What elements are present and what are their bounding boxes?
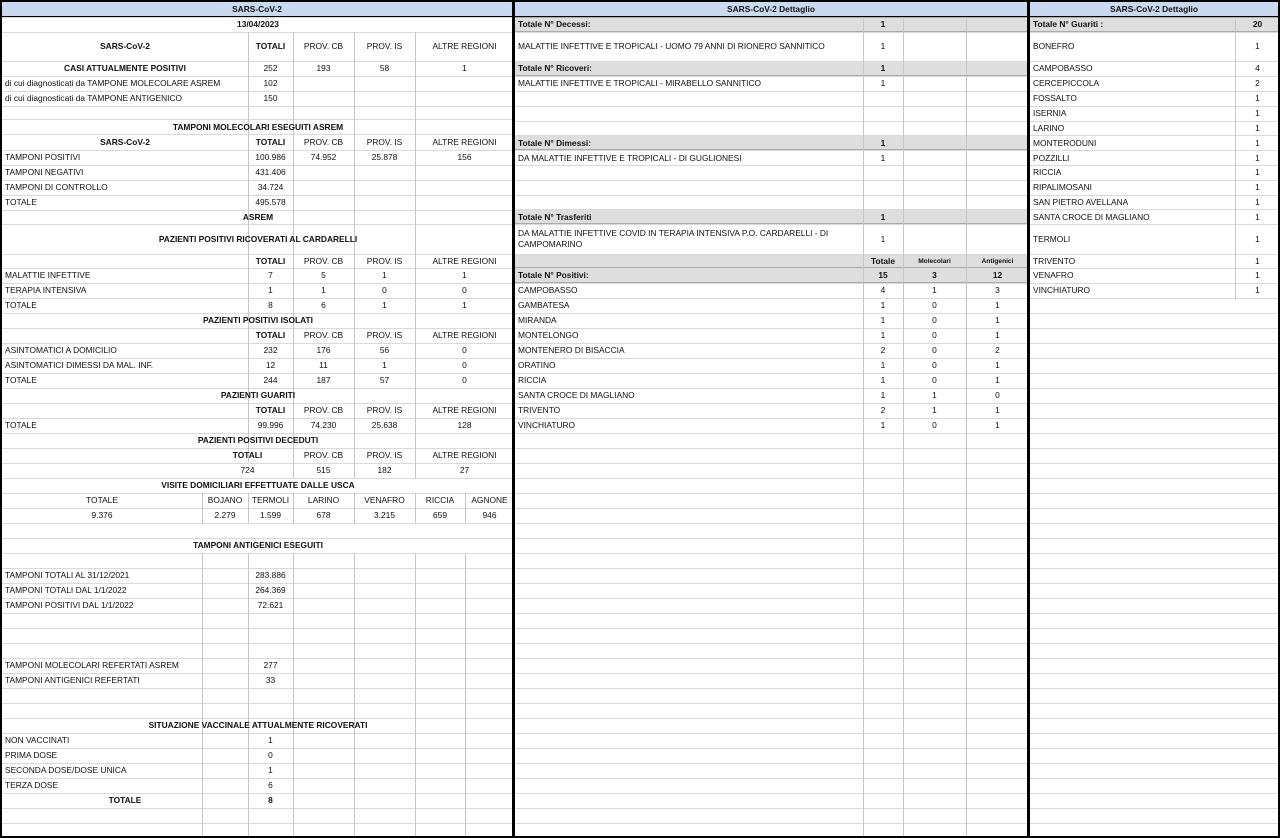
- positives-row-label: VINCHIATURO: [518, 420, 576, 430]
- recovered-col: PROV. IS: [366, 405, 403, 415]
- recovered-row-label: TERMOLI: [1033, 234, 1071, 244]
- hospitalized-row-label: MALATTIE INFETTIVE: [5, 270, 91, 280]
- positives-row-label: SANTA CROCE DI MAGLIANO: [518, 390, 635, 400]
- usca-value: 659: [433, 510, 447, 520]
- recovered-row-label: CAMPOBASSO: [1033, 63, 1093, 73]
- detail-panel: [513, 0, 1029, 838]
- discharged-row-value: 1: [880, 153, 886, 163]
- transferred-row-value: 1: [880, 234, 886, 244]
- positives-row-label: MONTELONGO: [518, 330, 579, 340]
- deaths-total-value: 1: [880, 19, 886, 29]
- positives-row-label: TRIVENTO: [518, 405, 561, 415]
- usca-col: TERMOLI: [251, 495, 290, 505]
- deaths-row-label: MALATTIE INFETTIVE E TROPICALI - UOMO 79 ANNI DI RIONERO SANNITICO: [518, 41, 825, 51]
- hospitalized-row-value: 1: [462, 300, 467, 310]
- positives-row-value: 1: [995, 315, 1000, 325]
- positivi-value: 1: [462, 63, 467, 73]
- asrem-label: ASREM: [242, 212, 274, 222]
- hospitalized-row-value: 1: [382, 300, 387, 310]
- positives-row-value: 1: [995, 420, 1000, 430]
- positives-row-value: 1: [995, 405, 1000, 415]
- vaccination-value: 1: [268, 735, 273, 745]
- positives-col: Totale: [870, 256, 896, 266]
- recovered-title: PAZIENTI GUARITI: [220, 390, 296, 400]
- recovered-row-value: 1: [1255, 197, 1260, 207]
- recovered-row-value: 1: [1255, 93, 1260, 103]
- isolated-row-value: 187: [316, 375, 331, 385]
- isolated-row-label: TOTALE: [5, 375, 37, 385]
- swabs-row-label: TAMPONI NEGATIVI: [5, 167, 84, 177]
- recovered-row-value: 1: [1255, 108, 1260, 118]
- antigen-swabs-value: 72.621: [257, 600, 284, 610]
- positivi-value: 58: [379, 63, 390, 73]
- recovered-row-value: 1: [1255, 41, 1260, 51]
- hospitalized-row-label: TOTALE: [5, 300, 37, 310]
- deaths-row-value: 1: [880, 41, 886, 51]
- positives-row-value: 2: [880, 345, 886, 355]
- discharged-total-label: Totale N° Dimessi:: [518, 138, 592, 148]
- summary-panel-header: SARS-CoV-2: [2, 2, 512, 17]
- recovered-row-label: BONEFRO: [1033, 41, 1075, 51]
- deceased-value: 182: [377, 465, 392, 475]
- recovered-row-value: 1: [1255, 167, 1260, 177]
- positives-row-value: 0: [932, 345, 937, 355]
- isolated-row-value: 244: [263, 375, 278, 385]
- positives-row-value: 0: [995, 390, 1000, 400]
- swabs-row-label: TOTALE: [5, 197, 37, 207]
- usca-value: 2.279: [214, 510, 236, 520]
- deceased-col: TOTALI: [232, 450, 263, 460]
- positives-row-value: 0: [932, 375, 937, 385]
- positives-row-value: 1: [880, 315, 886, 325]
- hospitalized-title: PAZIENTI POSITIVI RICOVERATI AL CARDARELLI: [158, 234, 358, 244]
- usca-col: LARINO: [307, 495, 340, 505]
- vaccination-total-value: 8: [268, 795, 273, 805]
- swabs-col: TOTALI: [255, 137, 286, 147]
- deceased-value: 27: [459, 465, 470, 475]
- molecular-value: 102: [263, 78, 278, 88]
- transferred-total-value: 1: [880, 212, 886, 222]
- swabs-row-value: 34.724: [257, 182, 284, 192]
- hospitalized-row-value: 6: [321, 300, 326, 310]
- positives-row-label: GAMBATESA: [518, 300, 570, 310]
- positives-total-label: Totale N° Positivi:: [518, 270, 589, 280]
- vaccination-value: 0: [268, 750, 273, 760]
- positives-row-value: 1: [995, 300, 1000, 310]
- hospitalized-row-value: 0: [382, 285, 387, 295]
- hospitalized-row-value: 1: [462, 270, 467, 280]
- usca-value: 1.599: [260, 510, 281, 520]
- positives-row-value: 1: [880, 390, 886, 400]
- deceased-value: 724: [240, 465, 255, 475]
- usca-title: VISITE DOMICILIARI EFFETTUATE DALLE USCA: [161, 480, 355, 490]
- antigen-swabs-label: TAMPONI TOTALI AL 31/12/2021: [5, 570, 130, 580]
- recovered-panel: [1028, 0, 1280, 838]
- swabs-row-value: 495.578: [255, 197, 286, 207]
- positives-row-value: 1: [880, 300, 886, 310]
- hospitalized-col: PROV. IS: [366, 256, 403, 266]
- recovered-row-label: SANTA CROCE DI MAGLIANO: [1033, 212, 1150, 222]
- vaccination-label: SECONDA DOSE/DOSE UNICA: [5, 765, 127, 775]
- recovered-row-label: MONTERODUNI: [1033, 138, 1097, 148]
- usca-col: VENAFRO: [364, 495, 405, 505]
- positives-row-label: MIRANDA: [518, 315, 557, 325]
- antigen-swabs-label: TAMPONI TOTALI DAL 1/1/2022: [5, 585, 127, 595]
- isolated-row-value: 0: [462, 345, 467, 355]
- positives-row-value: 4: [880, 285, 886, 295]
- isolated-row-label: ASINTOMATICI A DOMICILIO: [5, 345, 117, 355]
- vaccination-title: SITUAZIONE VACCINALE ATTUALMENTE RICOVERATI: [148, 720, 368, 730]
- hospitalized-row-value: 1: [382, 270, 387, 280]
- recovered-row-label: RICCIA: [1033, 167, 1062, 177]
- recovered-row-label: RIPALIMOSANI: [1033, 182, 1092, 192]
- recovered-row-label: FOSSALTO: [1033, 93, 1077, 103]
- hospitalized-row-label: TERAPIA INTENSIVA: [5, 285, 87, 295]
- swabs-row-value: 100.986: [255, 152, 286, 162]
- reported-swabs-label: TAMPONI MOLECOLARI REFERTATI ASREM: [5, 660, 179, 670]
- recovered-row-value: 1: [1255, 123, 1260, 133]
- admissions-row-value: 1: [880, 78, 886, 88]
- recovered-panel-header: SARS-CoV-2 Dettaglio: [1030, 2, 1278, 17]
- recovered-row-value: 99.996: [257, 420, 284, 430]
- positives-col: Molecolari: [918, 258, 951, 265]
- summary-panel: [0, 0, 514, 838]
- recovered-col: PROV. CB: [303, 405, 344, 415]
- positives-row-value: 0: [932, 360, 937, 370]
- discharged-row-label: DA MALATTIE INFETTIVE E TROPICALI - DI GUGLIONESI: [518, 153, 742, 163]
- recovered-row-label: VENAFRO: [1033, 270, 1074, 280]
- hospitalized-row-value: 8: [268, 300, 273, 310]
- antigen-swabs-title: TAMPONI ANTIGENICI ESEGUITI: [193, 540, 323, 550]
- isolated-row-label: ASINTOMATICI DIMESSI DA MAL. INF.: [5, 360, 154, 370]
- recovered-row-label: CERCEPICCOLA: [1033, 78, 1100, 88]
- positives-col: Antigenici: [981, 258, 1014, 265]
- positives-row-value: 0: [932, 330, 937, 340]
- swabs-col: PROV. CB: [303, 137, 344, 147]
- hospitalized-row-value: 1: [321, 285, 326, 295]
- deceased-value: 515: [316, 465, 331, 475]
- positives-row-label: MONTENERO DI BISACCIA: [518, 345, 625, 355]
- isolated-row-value: 0: [462, 375, 467, 385]
- recovered-row-value: 4: [1255, 63, 1260, 73]
- recovered-row-value: 1: [1255, 182, 1260, 192]
- reported-swabs-label: TAMPONI ANTIGENICI REFERTATI: [5, 675, 140, 685]
- deceased-col: PROV. CB: [303, 450, 344, 460]
- recovered-row-label: POZZILLI: [1033, 153, 1070, 163]
- deceased-col: PROV. IS: [366, 450, 403, 460]
- discharged-total-value: 1: [880, 138, 886, 148]
- positives-row-value: 1: [932, 405, 937, 415]
- positives-row-value: 1: [932, 390, 937, 400]
- recovered-col: TOTALI: [255, 405, 286, 415]
- reported-swabs-value: 277: [263, 660, 278, 670]
- positives-row-label: ORATINO: [518, 360, 556, 370]
- isolated-col: ALTRE REGIONI: [432, 330, 497, 340]
- recovered-row-value: 1: [1255, 138, 1260, 148]
- recovered-row-label: TRIVENTO: [1033, 256, 1076, 266]
- col-prov-cb: PROV. CB: [303, 41, 344, 51]
- recovered-row-label: SAN PIETRO AVELLANA: [1033, 197, 1129, 207]
- recovered-row-value: 1: [1255, 285, 1260, 295]
- admissions-total-value: 1: [880, 63, 886, 73]
- positives-row-label: RICCIA: [518, 375, 547, 385]
- usca-col: BOJANO: [207, 495, 243, 505]
- recovered-row-value: 128: [457, 420, 472, 430]
- col-altre-regioni: ALTRE REGIONI: [432, 41, 497, 51]
- swabs-row-value: 431.406: [255, 167, 286, 177]
- usca-value: 3.215: [374, 510, 395, 520]
- usca-col: AGNONE: [471, 495, 508, 505]
- admissions-row-label: MALATTIE INFETTIVE E TROPICALI - MIRABELLO SANNITICO: [518, 78, 762, 88]
- recovered-row-label: ISERNIA: [1033, 108, 1067, 118]
- antigen-swabs-label: TAMPONI POSITIVI DAL 1/1/2022: [5, 600, 134, 610]
- positives-row-label: CAMPOBASSO: [518, 285, 578, 295]
- recovered-total-label: Totale N° Guariti :: [1033, 19, 1104, 29]
- isolated-title: PAZIENTI POSITIVI ISOLATI: [203, 315, 313, 325]
- positives-row-value: 1: [995, 360, 1000, 370]
- admissions-total-label: Totale N° Ricoveri:: [518, 63, 592, 73]
- hospitalized-row-value: 0: [462, 285, 467, 295]
- hospitalized-row-value: 7: [268, 270, 273, 280]
- positives-total-value: 15: [878, 270, 888, 280]
- positives-row-value: 2: [995, 345, 1000, 355]
- isolated-row-value: 232: [263, 345, 278, 355]
- transferred-row-label: DA MALATTIE INFETTIVE COVID IN TERAPIA INTENSIVA P.O. CARDARELLI - DI CAMPOMARINO: [518, 228, 829, 249]
- positives-row-value: 0: [932, 300, 937, 310]
- usca-col: RICCIA: [425, 495, 455, 505]
- vaccination-label: NON VACCINATI: [5, 735, 70, 745]
- vaccination-label: TERZA DOSE: [5, 780, 59, 790]
- positivi-value: 193: [316, 63, 331, 73]
- isolated-col: PROV. CB: [303, 330, 344, 340]
- deceased-col: ALTRE REGIONI: [432, 450, 497, 460]
- recovered-row-label: TOTALE: [5, 420, 37, 430]
- positives-total-value: 3: [932, 270, 937, 280]
- hospitalized-row-value: 5: [321, 270, 326, 280]
- swabs-col: ALTRE REGIONI: [432, 137, 497, 147]
- positives-row-value: 1: [880, 330, 886, 340]
- isolated-row-value: 1: [382, 360, 387, 370]
- deaths-total-label: Totale N° Decessi:: [518, 19, 591, 29]
- positives-row-value: 0: [932, 315, 937, 325]
- positivi-label: CASI ATTUALMENTE POSITIVI: [64, 63, 186, 73]
- isolated-row-value: 56: [379, 345, 390, 355]
- positives-row-value: 0: [932, 420, 937, 430]
- positives-row-value: 1: [932, 285, 937, 295]
- antigen-value: 150: [263, 93, 278, 103]
- positives-row-value: 3: [995, 285, 1000, 295]
- positives-row-value: 1: [880, 420, 886, 430]
- deceased-title: PAZIENTI POSITIVI DECEDUTI: [197, 435, 319, 445]
- hospitalized-col: PROV. CB: [303, 256, 344, 266]
- hospitalized-row-value: 1: [268, 285, 273, 295]
- usca-value: 678: [316, 510, 331, 520]
- recovered-row-value: 1: [1255, 212, 1260, 222]
- usca-col: TOTALE: [86, 495, 118, 505]
- vaccination-total-label: TOTALE: [108, 795, 142, 805]
- recovered-total-value: 20: [1252, 19, 1263, 29]
- vaccination-value: 1: [268, 765, 273, 775]
- isolated-row-value: 57: [379, 375, 390, 385]
- swabs-row-value: 25.878: [371, 152, 398, 162]
- positives-row-value: 1: [880, 375, 886, 385]
- vaccination-value: 6: [268, 780, 273, 790]
- vaccination-label: PRIMA DOSE: [5, 750, 58, 760]
- antigen-swabs-value: 264.369: [255, 585, 286, 595]
- reported-swabs-value: 33: [265, 675, 276, 685]
- recovered-row-label: LARINO: [1033, 123, 1065, 133]
- isolated-row-value: 12: [265, 360, 276, 370]
- antigen-label: di cui diagnosticati da TAMPONE ANTIGENICO: [5, 93, 183, 103]
- swabs-title: TAMPONI MOLECOLARI ESEGUITI ASREM: [172, 122, 344, 132]
- swabs-row-value: 74.952: [310, 152, 337, 162]
- swabs-row-label: TAMPONI POSITIVI: [5, 152, 81, 162]
- summary-title: SARS-CoV-2: [100, 41, 150, 51]
- hospitalized-col: ALTRE REGIONI: [432, 256, 497, 266]
- usca-value: 946: [482, 510, 497, 520]
- recovered-col: ALTRE REGIONI: [432, 405, 497, 415]
- positives-row-value: 1: [880, 360, 886, 370]
- recovered-row-value: 1: [1255, 234, 1260, 244]
- recovered-row-value: 74.230: [310, 420, 337, 430]
- recovered-row-value: 1: [1255, 270, 1260, 280]
- isolated-row-value: 0: [462, 360, 467, 370]
- positivi-value: 252: [263, 63, 278, 73]
- isolated-col: TOTALI: [255, 330, 286, 340]
- recovered-row-label: VINCHIATURO: [1033, 285, 1091, 295]
- swabs-header-label: SARS-CoV-2: [100, 137, 150, 147]
- recovered-row-value: 25.638: [371, 420, 398, 430]
- detail-panel-header: SARS-CoV-2 Dettaglio: [515, 2, 1027, 17]
- isolated-row-value: 11: [319, 360, 328, 370]
- positives-row-value: 2: [880, 405, 886, 415]
- positives-row-value: 1: [995, 330, 1000, 340]
- isolated-col: PROV. IS: [366, 330, 403, 340]
- recovered-row-value: 1: [1255, 256, 1260, 266]
- col-totali: TOTALI: [255, 41, 286, 51]
- recovered-row-value: 2: [1255, 78, 1260, 88]
- molecular-label: di cui diagnosticati da TAMPONE MOLECOLARE ASREM: [5, 78, 221, 88]
- positives-row-value: 1: [995, 375, 1000, 385]
- usca-value: 9.376: [91, 510, 113, 520]
- swabs-row-label: TAMPONI DI CONTROLLO: [5, 182, 108, 192]
- hospitalized-col: TOTALI: [255, 256, 286, 266]
- col-prov-is: PROV. IS: [366, 41, 403, 51]
- transferred-total-label: Totale N° Trasferiti: [518, 212, 592, 222]
- swabs-col: PROV. IS: [366, 137, 403, 147]
- swabs-row-value: 156: [457, 152, 472, 162]
- antigen-swabs-value: 283.886: [255, 570, 286, 580]
- recovered-row-value: 1: [1255, 153, 1260, 163]
- isolated-row-value: 176: [316, 345, 331, 355]
- positives-total-value: 12: [992, 270, 1003, 280]
- report-date: 13/04/2023: [237, 19, 279, 29]
